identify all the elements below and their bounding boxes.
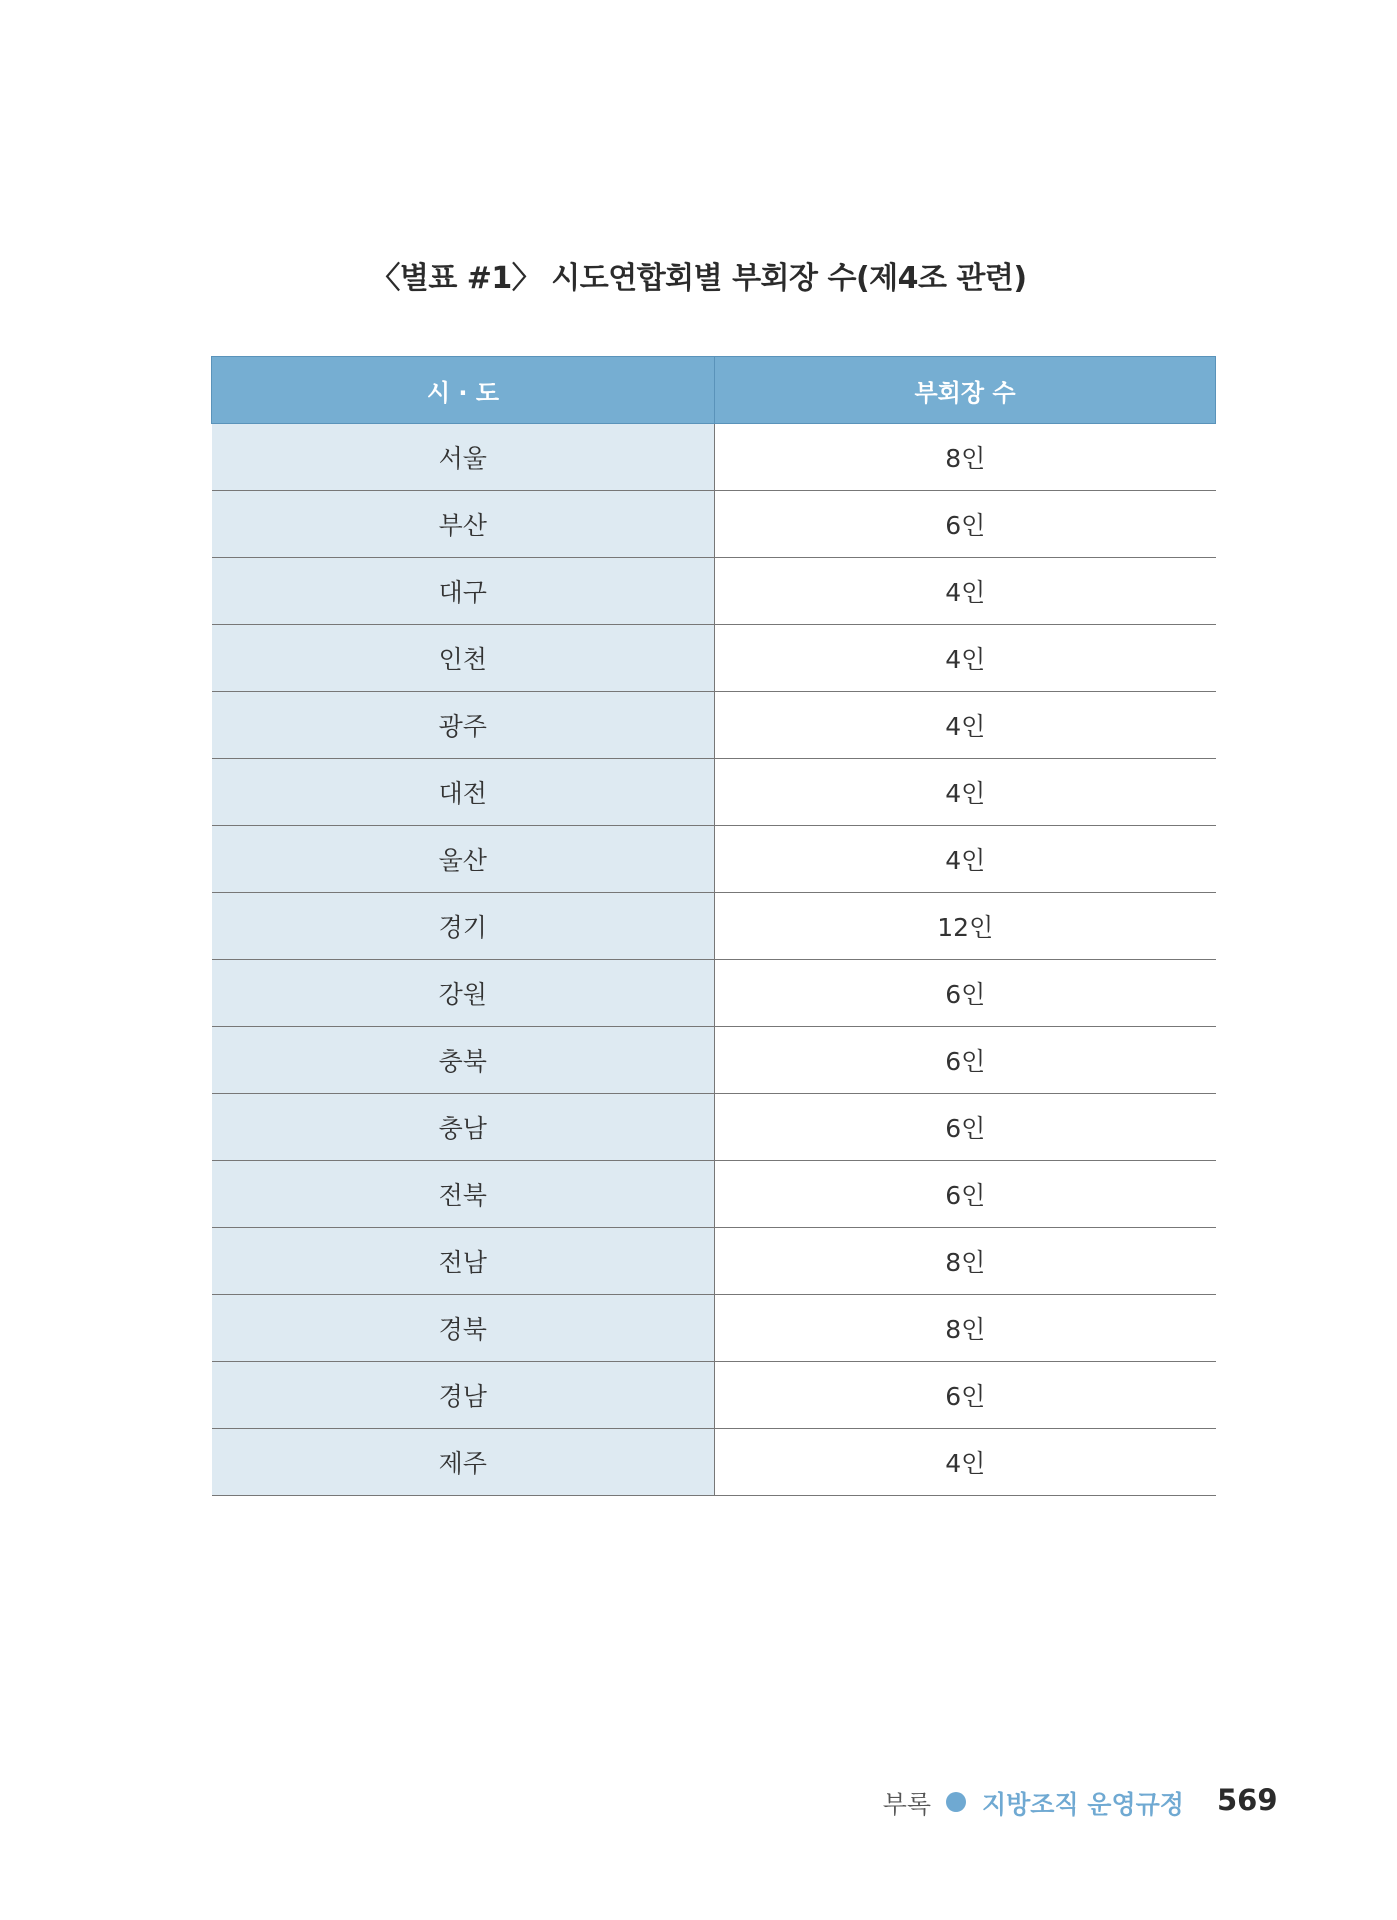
count-cell: 6인 <box>715 1027 1216 1094</box>
count-cell: 6인 <box>715 960 1216 1027</box>
region-cell: 대구 <box>212 558 715 625</box>
region-cell: 인천 <box>212 625 715 692</box>
count-cell: 8인 <box>715 424 1216 491</box>
table-row <box>212 960 1216 1027</box>
count-cell: 4인 <box>715 692 1216 759</box>
region-cell: 대전 <box>212 759 715 826</box>
page-title: 〈별표 #1〉 시도연합회별 부회장 수(제4조 관련) <box>370 261 1027 296</box>
count-cell: 6인 <box>715 1094 1216 1161</box>
table-row <box>212 893 1216 960</box>
table-row <box>212 826 1216 893</box>
count-cell: 12인 <box>715 893 1216 960</box>
region-cell: 경북 <box>212 1295 715 1362</box>
count-cell: 4인 <box>715 625 1216 692</box>
table-header-row <box>212 357 1216 424</box>
count-cell: 8인 <box>715 1295 1216 1362</box>
table-row <box>212 1228 1216 1295</box>
table-row <box>212 625 1216 692</box>
region-cell: 경기 <box>212 893 715 960</box>
table-row <box>212 759 1216 826</box>
region-cell: 경남 <box>212 1362 715 1429</box>
region-cell: 서울 <box>212 424 715 491</box>
count-cell: 4인 <box>715 1429 1216 1496</box>
page-footer <box>0 1783 1397 1819</box>
table-row <box>212 1094 1216 1161</box>
count-cell: 4인 <box>715 826 1216 893</box>
appendix-label: 부록 <box>882 1790 931 1819</box>
region-cell: 울산 <box>212 826 715 893</box>
bullet-dot-icon <box>946 1792 966 1812</box>
table-row <box>212 1429 1216 1496</box>
region-cell: 광주 <box>212 692 715 759</box>
page-number: 569 <box>1217 1783 1278 1817</box>
region-cell: 전남 <box>212 1228 715 1295</box>
section-label: 지방조직 운영규정 <box>982 1790 1184 1819</box>
column-header-region: 시 · 도 <box>212 357 715 424</box>
region-cell: 전북 <box>212 1161 715 1228</box>
column-header-count: 부회장 수 <box>715 357 1216 424</box>
table-row <box>212 491 1216 558</box>
count-cell: 4인 <box>715 759 1216 826</box>
count-cell: 8인 <box>715 1228 1216 1295</box>
table-row <box>212 1362 1216 1429</box>
count-cell: 6인 <box>715 1362 1216 1429</box>
table-row <box>212 1161 1216 1228</box>
table-row <box>212 1295 1216 1362</box>
region-cell: 충북 <box>212 1027 715 1094</box>
table-row <box>212 424 1216 491</box>
table-row <box>212 1027 1216 1094</box>
region-cell: 부산 <box>212 491 715 558</box>
table-row <box>212 692 1216 759</box>
table-row <box>212 558 1216 625</box>
region-cell: 충남 <box>212 1094 715 1161</box>
region-cell: 제주 <box>212 1429 715 1496</box>
count-cell: 4인 <box>715 558 1216 625</box>
region-cell: 강원 <box>212 960 715 1027</box>
count-cell: 6인 <box>715 491 1216 558</box>
vice-president-table <box>211 356 1216 1496</box>
count-cell: 6인 <box>715 1161 1216 1228</box>
